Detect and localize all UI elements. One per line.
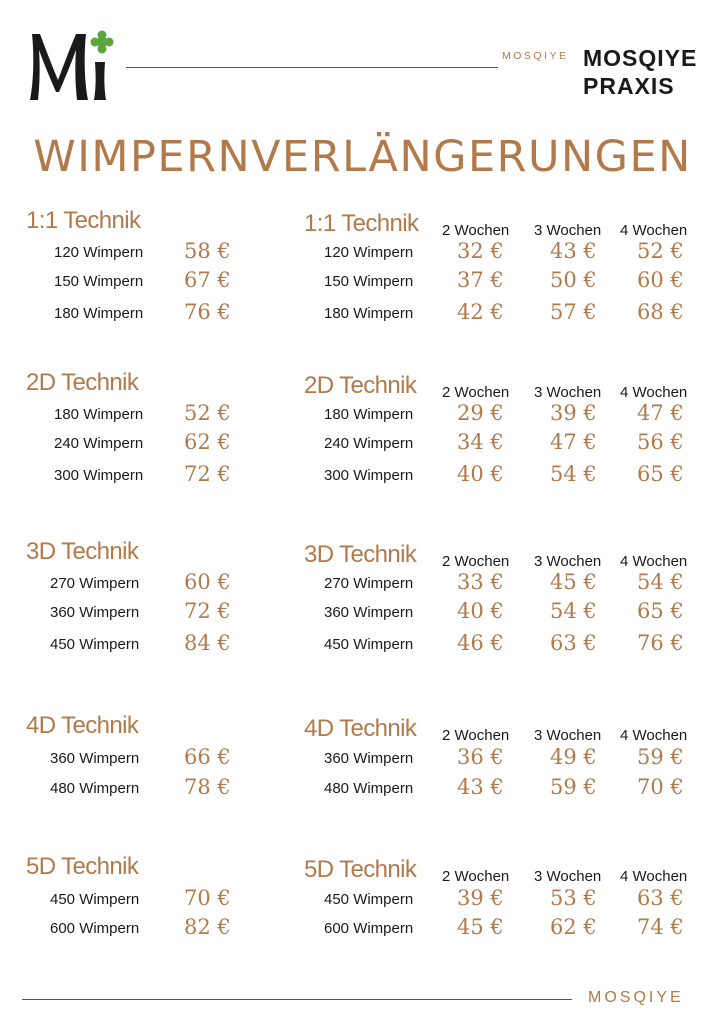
week-header: 4 Wochen <box>620 553 688 570</box>
price-refill: 57 € <box>550 300 597 324</box>
price-refill: 50 € <box>550 268 597 292</box>
price-new: 72 € <box>184 599 231 623</box>
lash-count-refill: 120 Wimpern <box>324 244 414 261</box>
price-new: 60 € <box>184 570 231 594</box>
price-refill: 49 € <box>550 745 597 769</box>
week-header: 3 Wochen <box>534 727 602 744</box>
price-refill: 36 € <box>457 745 504 769</box>
lash-count-refill: 450 Wimpern <box>324 636 414 653</box>
price-refill: 32 € <box>457 239 504 263</box>
lash-count-refill: 180 Wimpern <box>324 305 414 322</box>
week-header: 3 Wochen <box>534 384 602 401</box>
lash-count-refill: 300 Wimpern <box>324 467 414 484</box>
price-new: 78 € <box>184 775 231 799</box>
section-title-refill: 3D Technik <box>304 541 417 568</box>
price-refill: 43 € <box>457 775 504 799</box>
price-refill: 37 € <box>457 268 504 292</box>
week-header: 3 Wochen <box>534 222 602 239</box>
header-divider <box>126 67 498 68</box>
price-new: 70 € <box>184 886 231 910</box>
price-refill: 54 € <box>550 599 597 623</box>
week-header: 4 Wochen <box>620 727 688 744</box>
section-title-new: 4D Technik <box>26 712 139 739</box>
price-refill: 40 € <box>457 599 504 623</box>
price-new: 66 € <box>184 745 231 769</box>
lash-count-new: 480 Wimpern <box>50 780 140 797</box>
lash-count-new: 180 Wimpern <box>54 305 144 322</box>
section-title-new: 5D Technik <box>26 853 139 880</box>
price-refill: 34 € <box>457 430 504 454</box>
price-new: 76 € <box>184 300 231 324</box>
lash-count-new: 120 Wimpern <box>54 244 144 261</box>
lash-count-refill: 270 Wimpern <box>324 575 414 592</box>
week-header: 2 Wochen <box>442 222 510 239</box>
lash-count-refill: 360 Wimpern <box>324 750 414 767</box>
lash-count-new: 270 Wimpern <box>50 575 140 592</box>
price-new: 82 € <box>184 915 231 939</box>
brand-name-line1: MOSQIYE <box>583 45 698 71</box>
week-header: 3 Wochen <box>534 553 602 570</box>
lash-count-new: 300 Wimpern <box>54 467 144 484</box>
mi-cross-logo-icon <box>28 30 118 102</box>
price-refill: 45 € <box>550 570 597 594</box>
price-refill: 74 € <box>637 915 684 939</box>
section-title-new: 2D Technik <box>26 369 139 396</box>
price-refill: 47 € <box>637 401 684 425</box>
price-refill: 56 € <box>637 430 684 454</box>
lash-count-refill: 480 Wimpern <box>324 780 414 797</box>
section-title-refill: 1:1 Technik <box>304 210 419 237</box>
week-header: 2 Wochen <box>442 384 510 401</box>
price-refill: 40 € <box>457 462 504 486</box>
price-refill: 54 € <box>550 462 597 486</box>
price-refill: 70 € <box>637 775 684 799</box>
price-refill: 53 € <box>550 886 597 910</box>
price-refill: 39 € <box>457 886 504 910</box>
week-header: 4 Wochen <box>620 384 688 401</box>
price-refill: 43 € <box>550 239 597 263</box>
week-header: 2 Wochen <box>442 727 510 744</box>
week-header: 4 Wochen <box>620 868 688 885</box>
price-new: 58 € <box>184 239 231 263</box>
week-header: 4 Wochen <box>620 222 688 239</box>
price-refill: 59 € <box>550 775 597 799</box>
brand-tagline: MOSQIYE <box>502 50 569 62</box>
week-header: 3 Wochen <box>534 868 602 885</box>
price-new: 67 € <box>184 268 231 292</box>
price-new: 72 € <box>184 462 231 486</box>
lash-count-new: 450 Wimpern <box>50 636 140 653</box>
lash-count-refill: 600 Wimpern <box>324 920 414 937</box>
price-refill: 42 € <box>457 300 504 324</box>
lash-count-refill: 180 Wimpern <box>324 406 414 423</box>
price-refill: 33 € <box>457 570 504 594</box>
section-title-refill: 4D Technik <box>304 715 417 742</box>
price-refill: 63 € <box>550 631 597 655</box>
lash-count-refill: 450 Wimpern <box>324 891 414 908</box>
price-refill: 29 € <box>457 401 504 425</box>
price-refill: 65 € <box>637 599 684 623</box>
price-refill: 63 € <box>637 886 684 910</box>
lash-count-new: 600 Wimpern <box>50 920 140 937</box>
brand-name <box>583 44 697 100</box>
lash-count-new: 360 Wimpern <box>50 750 140 767</box>
section-title-refill: 5D Technik <box>304 856 417 883</box>
price-new: 84 € <box>184 631 231 655</box>
price-refill: 52 € <box>637 239 684 263</box>
price-refill: 59 € <box>637 745 684 769</box>
footer-divider <box>22 999 572 1000</box>
page-title: WIMPERNVERLÄNGERUNGEN <box>33 132 692 182</box>
week-header: 2 Wochen <box>442 553 510 570</box>
lash-count-new: 360 Wimpern <box>50 604 140 621</box>
lash-count-new: 450 Wimpern <box>50 891 140 908</box>
section-title-new: 3D Technik <box>26 538 139 565</box>
lash-count-new: 240 Wimpern <box>54 435 144 452</box>
footer-brand: MOSQIYE <box>588 989 684 1006</box>
price-refill: 68 € <box>637 300 684 324</box>
price-refill: 39 € <box>550 401 597 425</box>
week-header: 2 Wochen <box>442 868 510 885</box>
lash-count-refill: 240 Wimpern <box>324 435 414 452</box>
price-new: 52 € <box>184 401 231 425</box>
price-refill: 65 € <box>637 462 684 486</box>
price-refill: 76 € <box>637 631 684 655</box>
lash-count-refill: 150 Wimpern <box>324 273 414 290</box>
price-refill: 47 € <box>550 430 597 454</box>
lash-count-refill: 360 Wimpern <box>324 604 414 621</box>
brand-name-line2: PRAXIS <box>583 73 675 99</box>
price-refill: 62 € <box>550 915 597 939</box>
section-title-new: 1:1 Technik <box>26 207 141 234</box>
price-refill: 46 € <box>457 631 504 655</box>
lash-count-new: 150 Wimpern <box>54 273 144 290</box>
lash-count-new: 180 Wimpern <box>54 406 144 423</box>
price-refill: 54 € <box>637 570 684 594</box>
price-new: 62 € <box>184 430 231 454</box>
section-title-refill: 2D Technik <box>304 372 417 399</box>
price-refill: 60 € <box>637 268 684 292</box>
price-refill: 45 € <box>457 915 504 939</box>
